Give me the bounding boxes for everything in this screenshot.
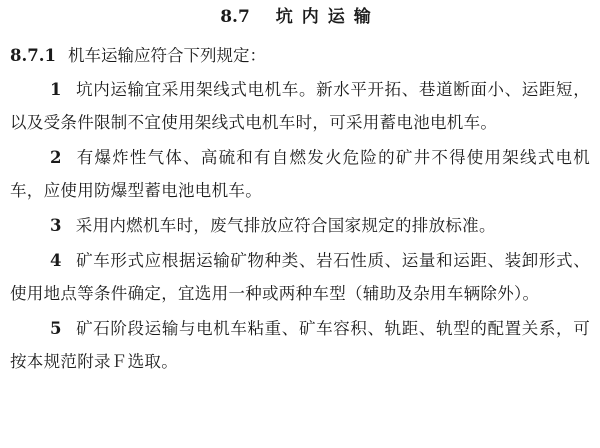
item-number: 1 — [50, 80, 62, 99]
section-number: 8.7 — [220, 7, 250, 27]
item-number: 5 — [50, 319, 62, 338]
item-number: 3 — [50, 216, 62, 235]
item-text: 矿石阶段运输与电机车粘重、矿车容积、轨距、轨型的配置关系，可按本规范附录Ｆ选取。 — [10, 319, 590, 371]
clause-text: 机车运输应符合下列规定： — [67, 46, 266, 65]
list-item — [10, 73, 590, 139]
item-text: 有爆炸性气体、高硫和有自燃发火危险的矿井不得使用架线式电机车，应使用防爆型蓄电池电机车。 — [10, 148, 590, 200]
list-item — [10, 209, 590, 242]
section-title: 坑内运输 — [275, 7, 380, 27]
section-heading — [10, 0, 590, 30]
list-item — [10, 312, 590, 378]
clause-number: 8.7.1 — [10, 46, 56, 65]
item-text: 坑内运输宜采用架线式电机车。新水平开拓、巷道断面小、运距短，以及受条件限制不宜使用架线式电机车时，可采用蓄电池电机车。 — [10, 80, 590, 132]
item-text: 矿车形式应根据运输矿物种类、岩石性质、运量和运距、装卸形式、使用地点等条件确定，宜选用一种或两种车型（辅助及杂用车辆除外）。 — [10, 251, 590, 303]
item-number: 4 — [50, 251, 62, 270]
clause-heading — [10, 39, 590, 73]
item-number: 2 — [50, 148, 62, 167]
list-item — [10, 244, 590, 310]
item-text: 采用内燃机车时，废气排放应符合国家规定的排放标准。 — [75, 216, 496, 235]
list-item — [10, 141, 590, 207]
